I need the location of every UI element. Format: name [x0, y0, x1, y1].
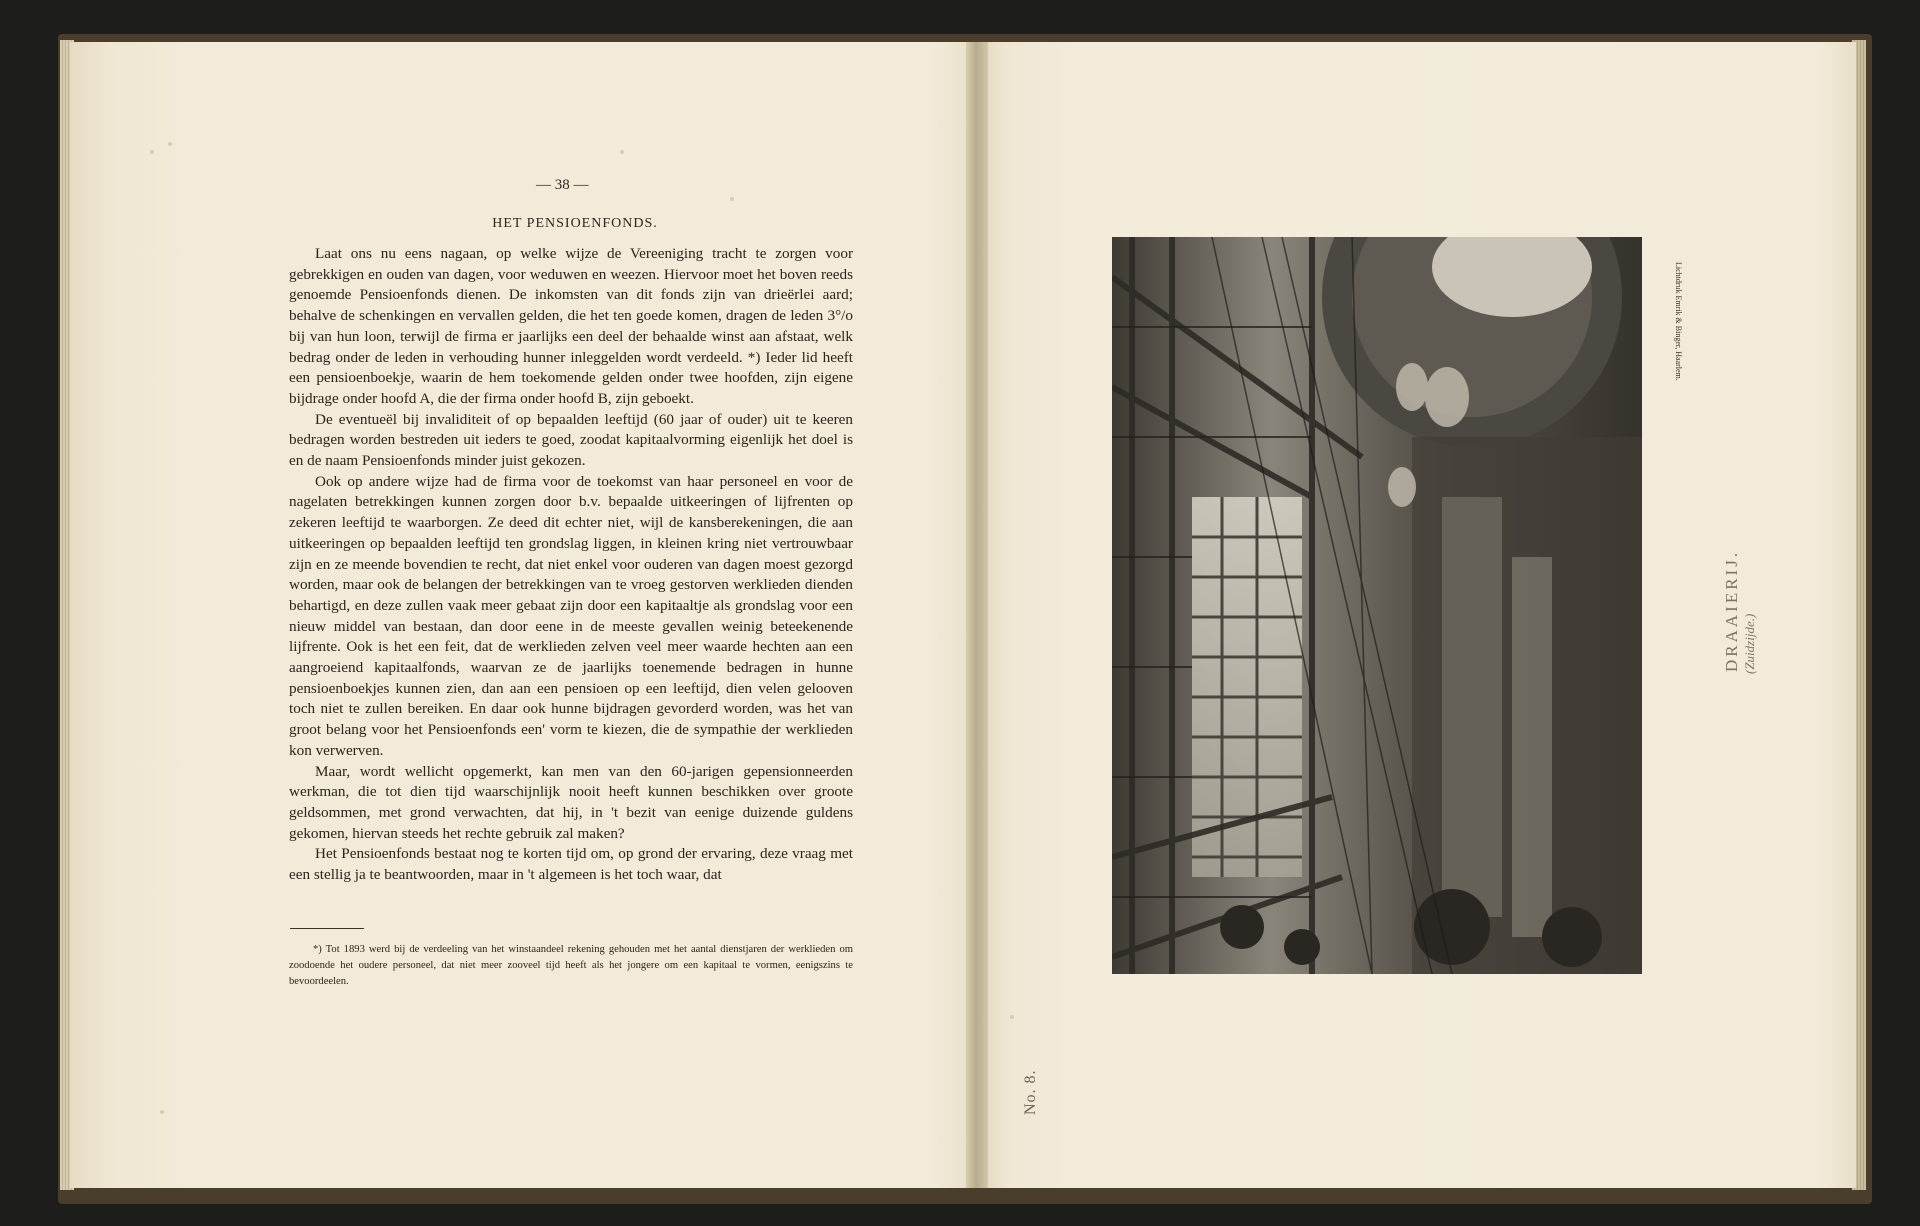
- footnote: [289, 942, 853, 990]
- photograph-image: [1112, 237, 1642, 974]
- paragraph: De eventueël bij invaliditeit of op bepaalden leeftijd (60 jaar of ouder) uit te keeren bedragen worden bestreden uit ieders te goed, zoodat kapitaalvorming eigenlijk het doel is en de naam Pensioenfonds minder juist gekozen.: [289, 410, 853, 470]
- caption-subtitle: (Zuidzijde.): [1742, 613, 1757, 674]
- footnote-text: *) Tot 1893 werd bij de verdeeling van het winstaandeel rekening gehouden met het aantal dienstjaren der werklieden om zoodoende het oudere personeel, dat niet meer zooveel tijd heeft als het jongere om een kapitaal te vormen, eenigszins te bevoordeelen.: [289, 944, 853, 987]
- foxing-spot: [150, 150, 154, 154]
- foxing-spot: [730, 197, 734, 201]
- caption-title: DRAAIERIJ.: [1722, 549, 1741, 672]
- paragraph: Het Pensioenfonds bestaat nog te korten tijd om, op grond der ervaring, deze vraag met een stellig ja te beantwoorden, maar in 't algemeen is het toch waar, dat: [289, 845, 853, 884]
- body-text: [289, 244, 853, 886]
- foxing-spot: [160, 1110, 164, 1114]
- foxing-spot: [1010, 1015, 1014, 1019]
- paragraph: Maar, wordt wellicht opgemerkt, kan men van den 60-jarigen gepensionneerden werkman, die tot dien tijd waarschijnlijk nooit heeft kunnen beschikken over groote geldsommen, met grond verwachten, dat hij, in 't bezit van eenige duizende guldens gekomen, hiervan steeds het rechte gebruik zal maken?: [289, 762, 853, 842]
- plate-number: No. 8.: [1022, 1069, 1039, 1115]
- foxing-spot: [168, 142, 172, 146]
- plate-caption: [1692, 549, 1757, 860]
- paragraph: Laat ons nu eens nagaan, op welke wijze de Vereeniging tracht te zorgen voor gebrekkigen en ouden van dagen, voor weduwen en weezen. Hiervoor moet het boven reeds genoemde Pensioenfonds dienen. De inkomsten van dit fonds zijn van drieërlei aard; behalve de schenkingen en vervallen gelden, die het ten goede komen, dragen de leden 3°/o bij van hun loon, terwijl de firma er jaarlijks een deel der behaalde winst aan afstaat, welk bedrag onder de leden in verhouding hunner inleggelden wordt verdeeld. *) Ieder lid heeft een pensioenboekje, waarin de hem toekomende gelden onder twee hoofden, zijn eigene bijdrage onder hoofd A, die der firma onder hoofd B, zijn geboekt.: [289, 245, 853, 407]
- printer-credit: Lichtdruk Emrik & Binger, Haarlem.: [1674, 262, 1683, 381]
- workshop-photograph: [1112, 237, 1642, 974]
- section-heading: HET PENSIOENFONDS.: [492, 216, 658, 231]
- foxing-spot: [620, 150, 624, 154]
- page-number: — 38 —: [536, 177, 589, 193]
- paragraph: Ook op andere wijze had de firma voor de toekomst van haar personeel en voor de nagelaten betrekkingen kunnen zorgen door b.v. bepaalde uitkeeringen of lijfrenten op zekeren leeftijd te waarborgen. Ze deed dit echter niet, wijl de kansberekeningen, die aan uitkeeringen op bepaalden leeftijd ten grondslag liggen, in kleinen kring niet vertrouwbaar zijn en ze meende bovendien te recht, dat niet enkel voor ouderen van dagen moest gezorgd worden, maar ook de belangen der betrekkingen van te vroeg gestorven werklieden dienden behartigd, en deze zullen vaak meer gebaat zijn door een kapitaaltje als grondslag voor een nieuw middel van bestaan, dan door eene in de meeste gevallen weinig beteekenende lijfrente. Ook is het een feit, dat de werklieden zelven veel meer waarde hechten aan een aangroeiend kapitaalfonds, waarvan ze de jaarlijks toenemende bedragen in hunne pensioenboekjes kunnen zien, dan aan een pensioen op een leeftijd, dien velen gelooven toch niet te zullen bereiken. En daar ook hunne bijdragen gevorderd worden, was het van groot belang voor het Pensioenfonds een' vorm te kiezen, die de sympathie der werklieden kon verwerven.: [289, 472, 853, 759]
- footnote-rule: [290, 928, 364, 929]
- book-gutter: [966, 42, 988, 1188]
